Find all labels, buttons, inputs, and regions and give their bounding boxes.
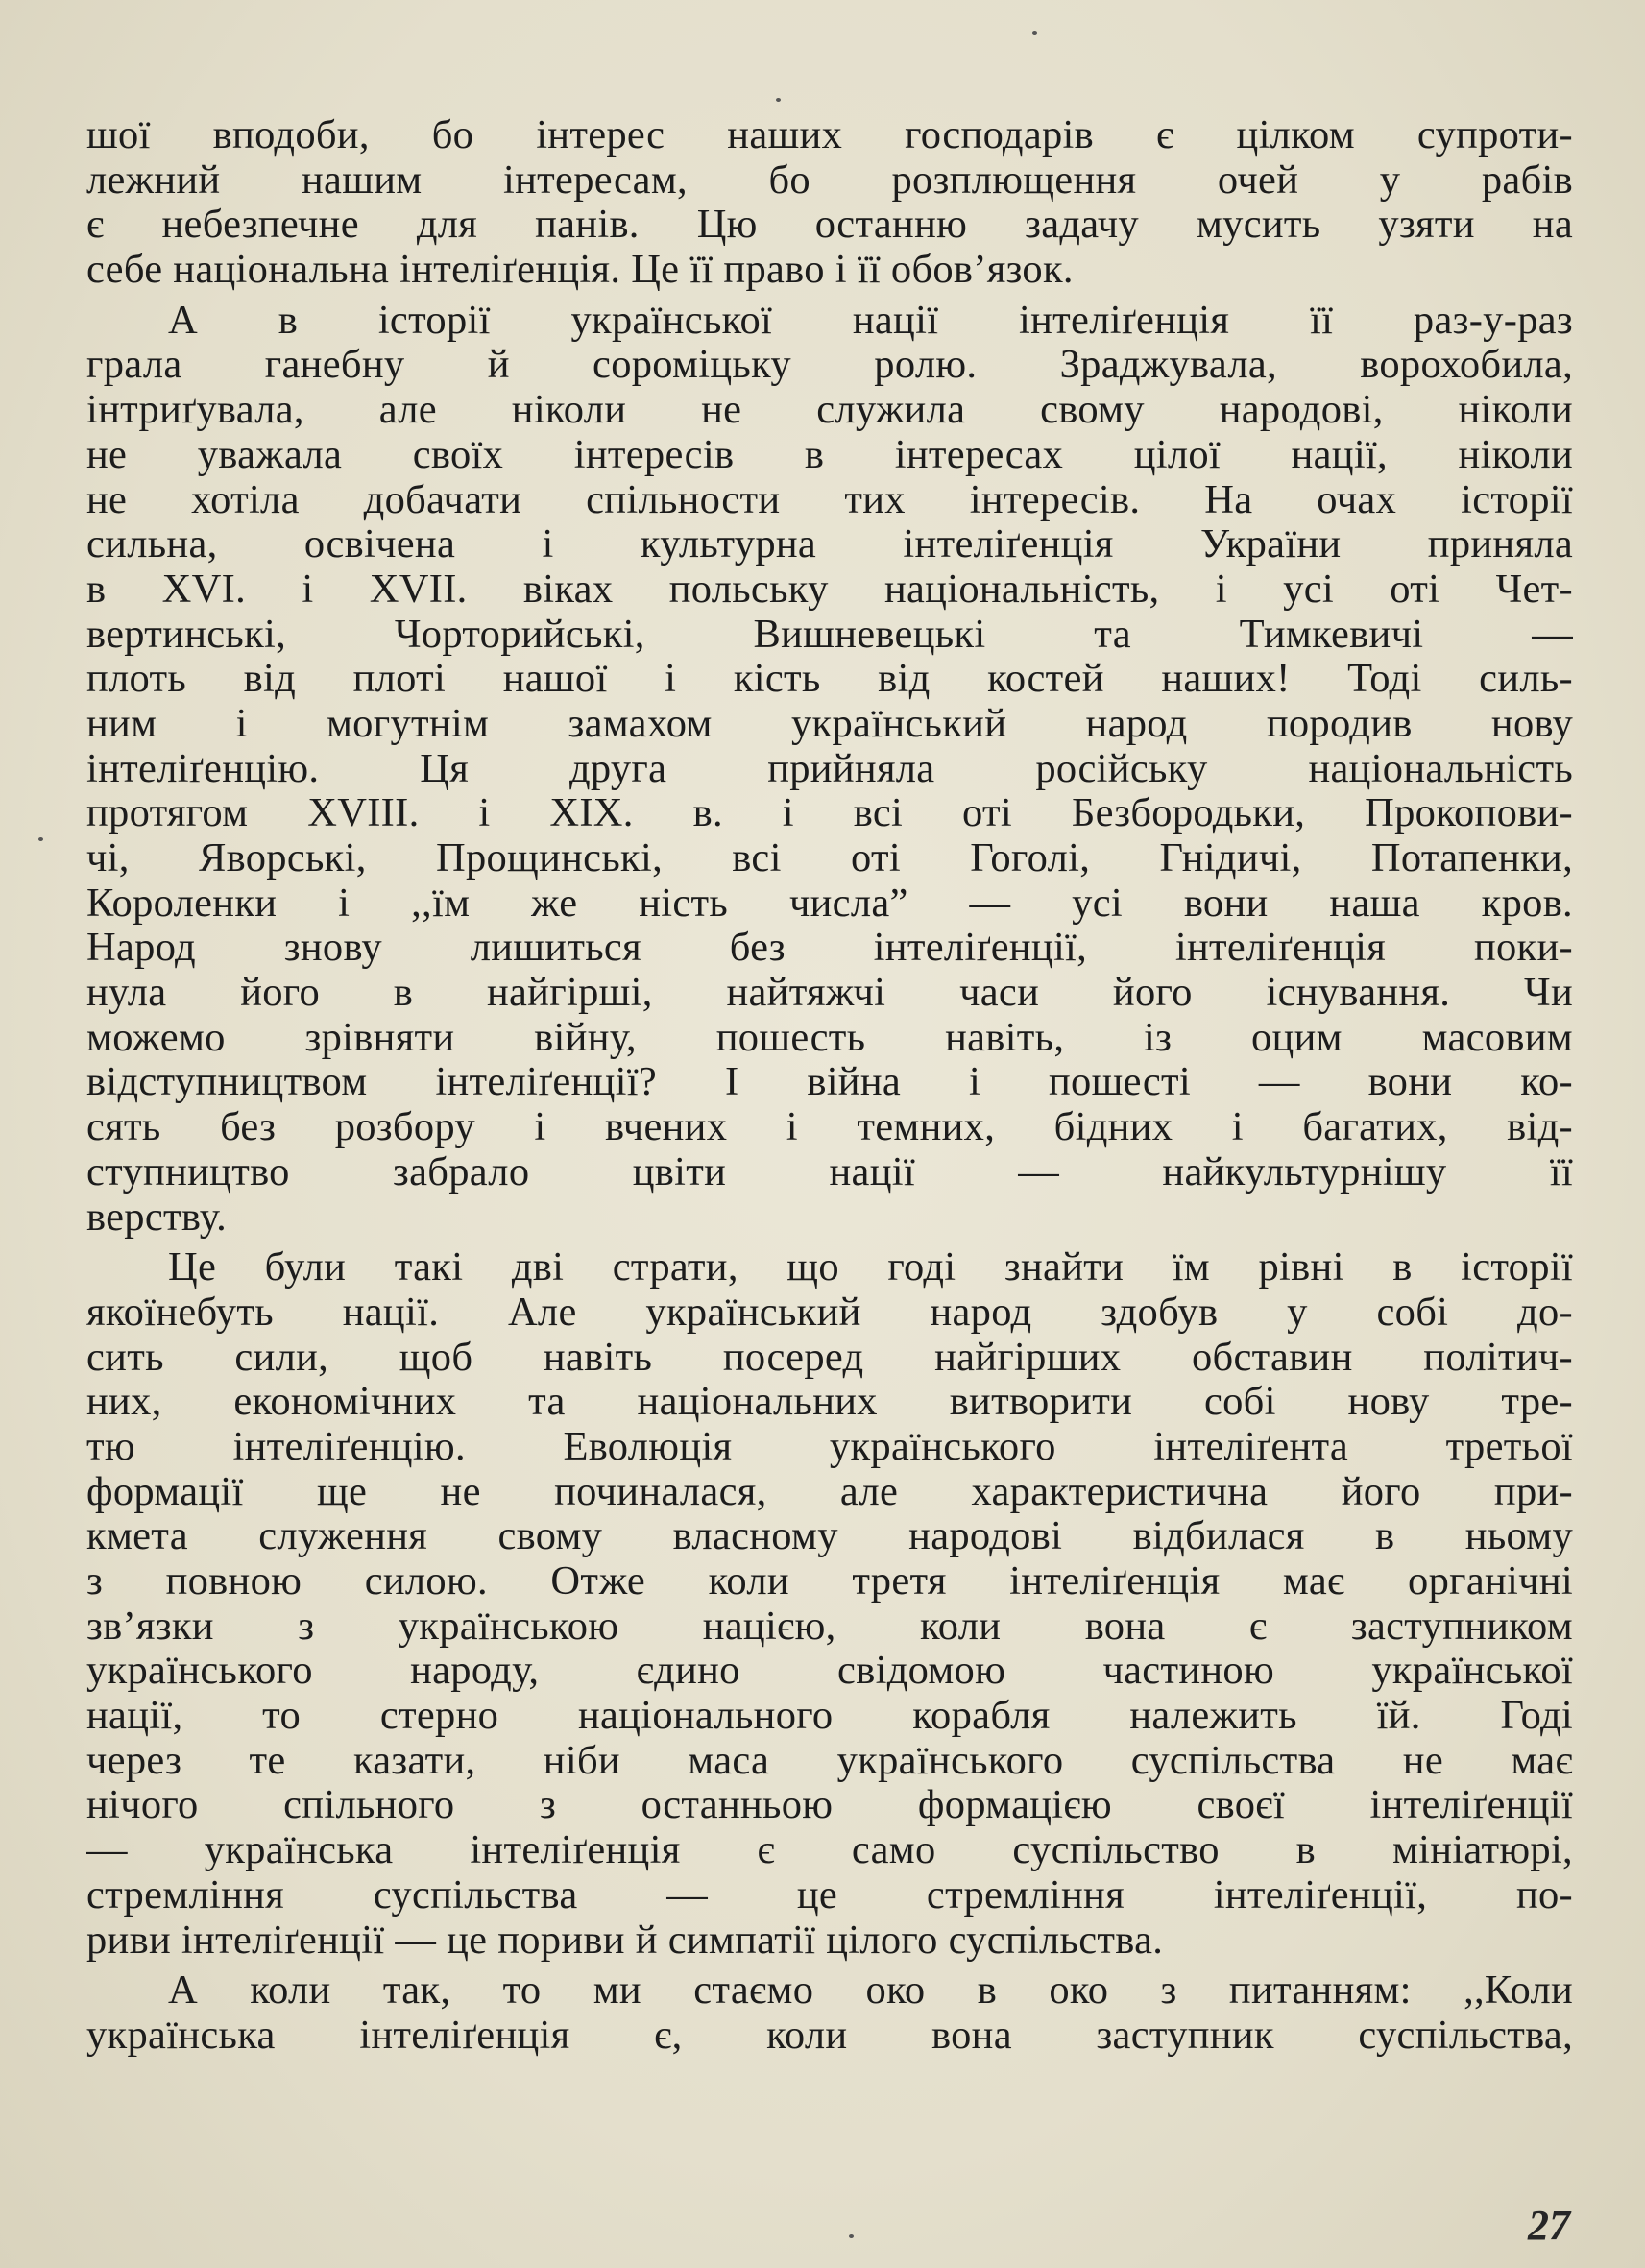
text-line: протягом XVIII. і XIX. в. і всі оті Безбородьки, Прокопови- [86,791,1573,836]
paragraph [86,1245,1573,1963]
text-line: себе національна інтеліґенція. Це її право і її обов’язок. [86,248,1074,293]
print-speck [776,98,781,102]
text-line: ним і могутнім замахом український народ породив нову [86,701,1573,746]
text-line: А коли так, то ми стаємо око в око з питанням: ,,Коли [168,1968,1573,2014]
paragraph [86,113,1573,293]
text-line: не уважала своїх інтересів в інтересах цілої нації, ніколи [86,432,1573,477]
text-line: стремління суспільства — це стремління інтеліґенції, по- [86,1872,1573,1918]
text-line: лежний нашим інтересам, бо розплющення очей у рабів [86,157,1573,203]
text-line: ступництво забрало цвіти нації — найкультурнішу її [86,1149,1573,1194]
text-line: сять без розбору і вчених і темних, бідних і багатих, від- [86,1105,1573,1150]
text-line: вертинські, Чорторийські, Вишневецькі та Тимкевичі — [86,612,1573,657]
text-line: українського народу, єдино свідомою частиною української [86,1649,1573,1694]
text-line: інтриґувала, але ніколи не служила свому народові, ніколи [86,388,1573,433]
text-line: шої вподоби, бо інтерес наших господарів є цілком супроти- [86,113,1573,157]
text-line: відступництвом інтеліґенції? І війна і пошесті — вони ко- [86,1060,1573,1105]
text-line: в XVI. і XVII. віках польську національність, і усі оті Чет- [86,567,1573,612]
text-line: верству. [86,1194,228,1240]
text-line: сить сили, щоб навіть посеред найгірших обставин політич- [86,1335,1573,1380]
text-line: Це були такі дві страти, що годі знайти їм рівні в історії [168,1245,1573,1291]
text-line: Народ знову лишиться без інтеліґенції, інтеліґенція поки- [86,926,1573,971]
paragraph [86,1968,1573,2058]
text-line: плоть від плоті нашої і кість від костей наших! Тоді силь- [86,657,1573,702]
print-speck [1032,31,1037,35]
text-line: нації, то стерно національного корабля належить їй. Годі [86,1694,1573,1739]
text-line: чі, Яворські, Прощинські, всі оті Гоголі, Гнідичі, Потапенки, [86,836,1573,881]
text-line: через те казати, ніби маса українського суспільства не має [86,1738,1573,1783]
text-line: не хотіла добачати спільности тих інтересів. На очах історії [86,477,1573,522]
text-line: сильна, освічена і культурна інтеліґенція України приняла [86,522,1573,567]
text-line: них, економічних та національних витворити собі нову тре- [86,1380,1573,1425]
text-line: грала ганебну й сороміцьку ролю. Зраджувала, ворохобила, [86,343,1573,388]
text-line: — українська інтеліґенція є само суспільство в мініатюрі, [86,1828,1573,1873]
text-line: А в історії української нації інтеліґенція її раз-у-раз [168,298,1573,343]
body-text [86,113,1573,2059]
text-line: тю інтеліґенцію. Еволюція українського інтеліґента третьої [86,1424,1573,1469]
text-line: є небезпечне для панів. Цю останню задачу мусить узяти на [86,203,1573,248]
text-line: Короленки і ,,їм же ність числа” — усі вони наша кров. [86,881,1573,926]
paragraph [86,299,1573,1240]
text-line: риви інтеліґенції — це пориви й симпатії цілого суспільства. [86,1918,1164,1963]
text-line: нула його в найгірші, найтяжчі часи його існування. Чи [86,971,1573,1016]
text-line: з повною силою. Отже коли третя інтеліґенція має органічні [86,1559,1573,1604]
text-line: українська інтеліґенція є, коли вона заступник суспільства, [86,2013,1573,2058]
print-speck [849,2234,854,2238]
text-line: якоїнебуть нації. Але український народ здобув у собі до- [86,1290,1573,1335]
page-number: 27 [1528,2202,1570,2249]
text-line: формації ще не починалася, але характеристична його при- [86,1469,1573,1514]
text-line: нічого спільного з останньою формацією своєї інтеліґенції [86,1783,1573,1828]
print-speck [38,837,43,841]
text-line: інтеліґенцію. Ця друга прийняла російську національність [86,746,1573,791]
text-line: зв’язки з українською нацією, коли вона є заступником [86,1604,1573,1649]
text-line: кмета служення свому власному народові відбилася в ньому [86,1514,1573,1559]
text-line: можемо зрівняти війну, пошесть навіть, із оцим масовим [86,1015,1573,1060]
